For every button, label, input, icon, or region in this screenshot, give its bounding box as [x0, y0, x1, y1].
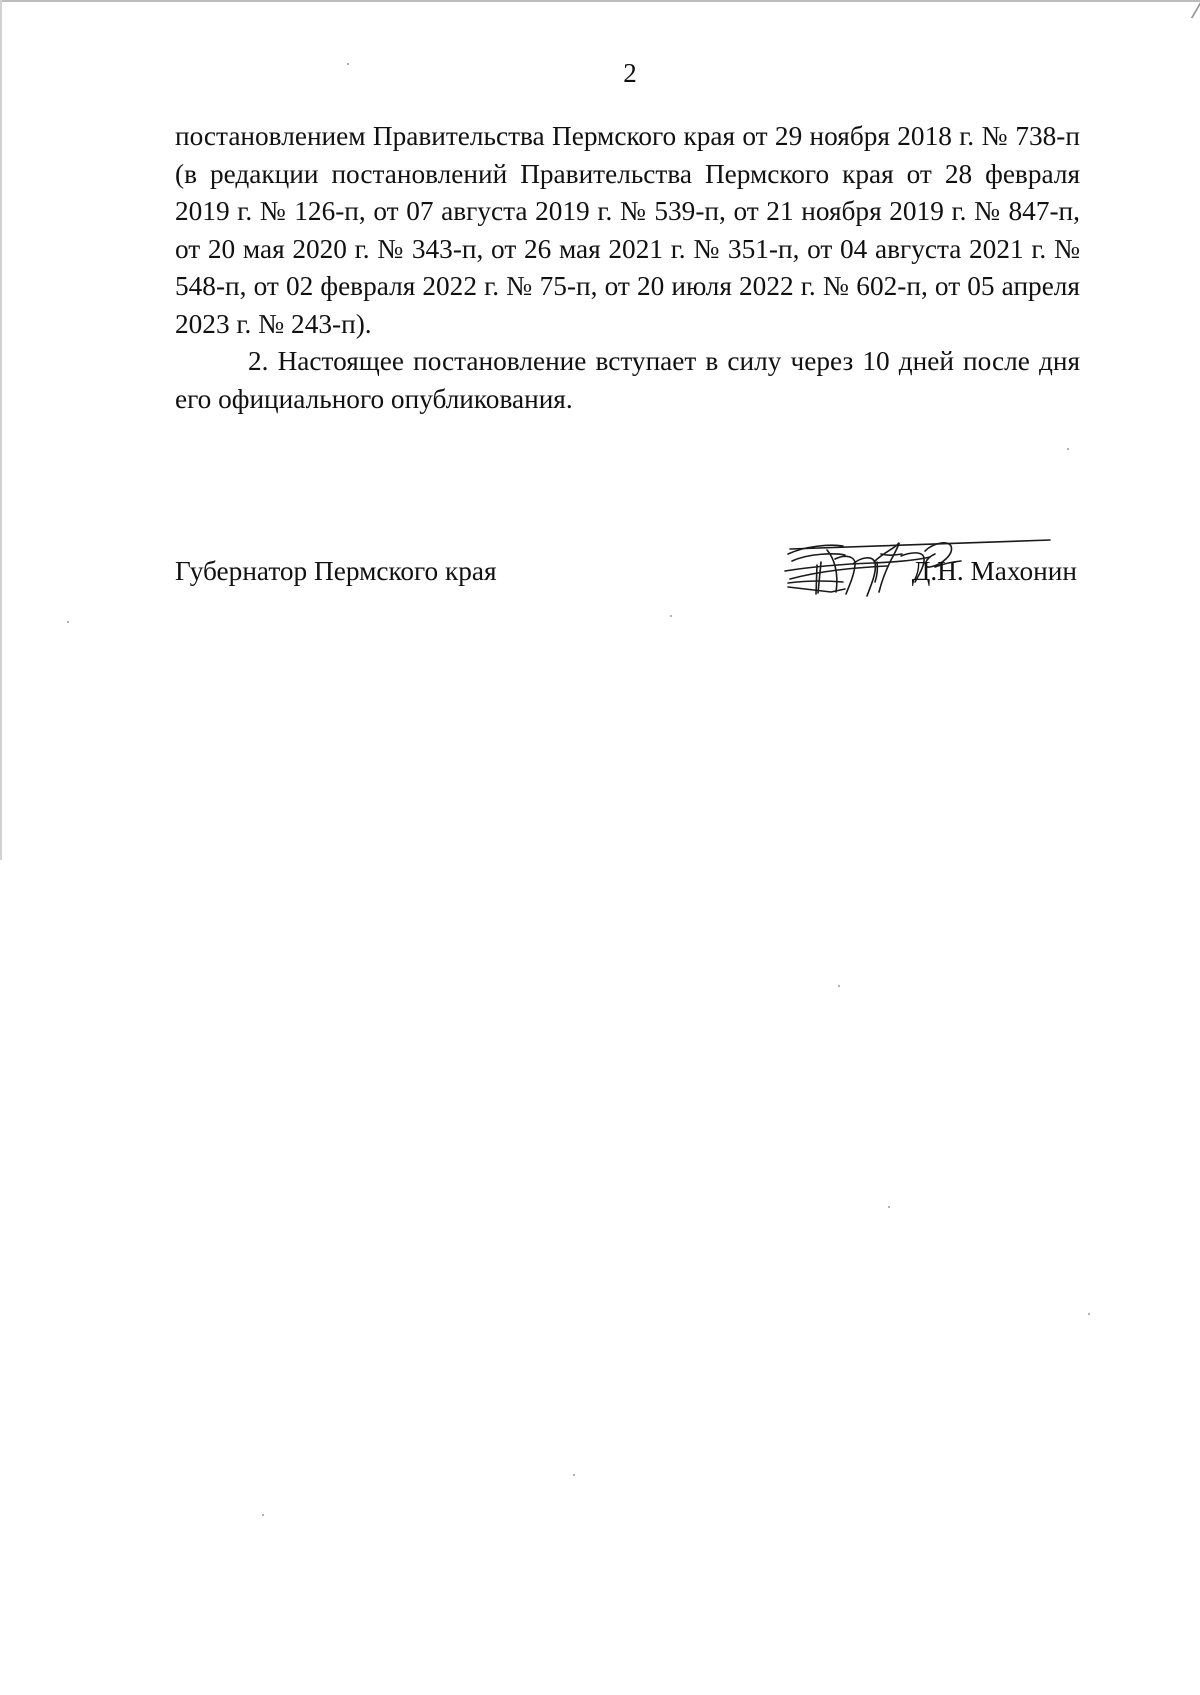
scan-edge-top: [0, 0, 1200, 2]
scan-speck: [670, 615, 672, 617]
scan-speck: [347, 63, 349, 65]
scan-speck: [1088, 1313, 1090, 1315]
paragraph-1: постановлением Правительства Пермского края от 29 ноября 2018 г. № 738-п (в редакции постановлений Правительства Пермского края от 28 февраля 2019 г. № 126-п, от 07 августа 2019 г. № 539-п, от 21 ноября 2019 г. № 847-п, от 20 мая 2020 г. № 343-п, от 26 мая 2021 г. № 351-п, от 04 августа 2021 г. № 548-п, от 02 февраля 2022 г. № 75-п, от 20 июля 2022 г. № 602-п, от 05 апреля 2023 г. № 243-п).: [175, 121, 1080, 339]
scan-edge-left: [0, 0, 2, 860]
scan-speck: [262, 1514, 264, 1516]
scan-speck: [888, 1206, 890, 1208]
paragraph-2: 2. Настоящее постановление вступает в силу через 10 дней после дня его официального опубликования.: [175, 346, 1080, 414]
scan-edge-corner: [1177, 0, 1200, 18]
page-number: 2: [623, 58, 637, 88]
scan-speck: [838, 985, 840, 987]
signatory-position: Губернатор Пермского края: [175, 556, 497, 586]
signatory-name: Д.Н. Махонин: [911, 556, 1077, 586]
scan-speck: [1067, 448, 1069, 450]
signature-block: [175, 548, 1080, 608]
document-body: [175, 118, 1080, 418]
scan-speck: [573, 1474, 575, 1476]
scan-speck: [67, 621, 69, 623]
